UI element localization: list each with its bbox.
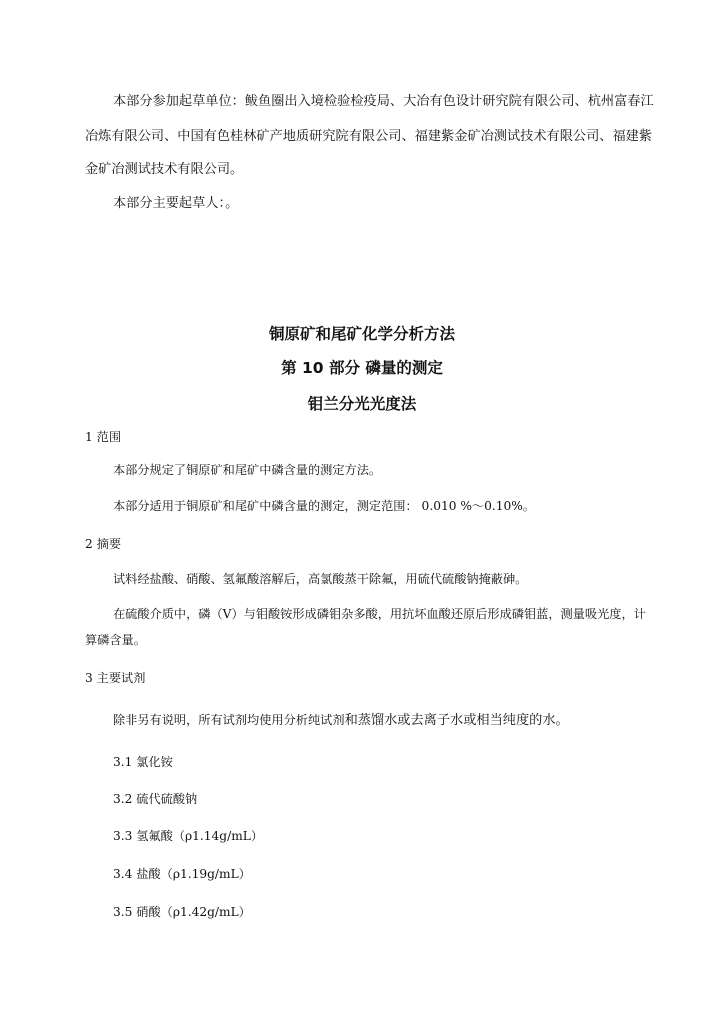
- section-3-intro-part-a: 除非另有说明，所有试剂均使用分析纯试剂: [113, 713, 345, 727]
- part-title: 第 10 部分 磷量的测定: [281, 359, 443, 377]
- reagent-item: 3.3 氢氟酸（ρ1.14g/mL）: [113, 829, 264, 843]
- section-3-intro: [113, 711, 569, 730]
- section-3-intro-part-b: 和蒸馏水或去离子水或相当纯度的水。: [344, 713, 569, 728]
- main-title: 铜原矿和尾矿化学分析方法: [268, 325, 455, 343]
- section-2-heading: 2 摘要: [85, 537, 122, 551]
- drafting-units-line-1: 本部分参加起草单位：鲅鱼圈出入境检验检疫局、大冶有色设计研究院有限公司、杭州富春江: [113, 94, 654, 109]
- reagent-item: 3.2 硫代硫酸钠: [113, 792, 198, 806]
- method-title: 钼兰分光光度法: [307, 395, 417, 413]
- section-2-paragraph-2-line-2: 算磷含量。: [85, 633, 146, 647]
- section-3-heading: 3 主要试剂: [85, 671, 146, 685]
- section-2-paragraph-2-line-1: 在硫酸介质中，磷（V）与钼酸铵形成磷钼杂多酸，用抗坏血酸还原后形成磷钼蓝，测量吸光度，计: [113, 607, 646, 621]
- reagent-item: 3.4 盐酸（ρ1.19g/mL）: [113, 867, 251, 881]
- reagent-item: 3.5 硝酸（ρ1.42g/mL）: [113, 905, 251, 919]
- drafting-units-line-2: 冶炼有限公司、中国有色桂林矿产地质研究院有限公司、福建紫金矿冶测试技术有限公司、福建紫: [85, 129, 653, 144]
- section-1-paragraph-1: 本部分规定了铜原矿和尾矿中磷含量的测定方法。: [113, 463, 382, 477]
- drafters-line: 本部分主要起草人：。: [113, 196, 239, 211]
- section-1-paragraph-2: 本部分适用于铜原矿和尾矿中磷含量的测定，测定范围： 0.010 %～0.10%。: [113, 499, 535, 513]
- section-1-heading: 1 范围: [85, 430, 122, 444]
- reagent-item: 3.1 氯化铵: [113, 755, 173, 769]
- section-2-paragraph-1: 试料经盐酸、硝酸、氢氟酸溶解后，高氯酸蒸干除氟，用硫代硫酸钠掩蔽砷。: [113, 572, 528, 586]
- drafting-units-line-3: 金矿冶测试技术有限公司。: [85, 162, 244, 177]
